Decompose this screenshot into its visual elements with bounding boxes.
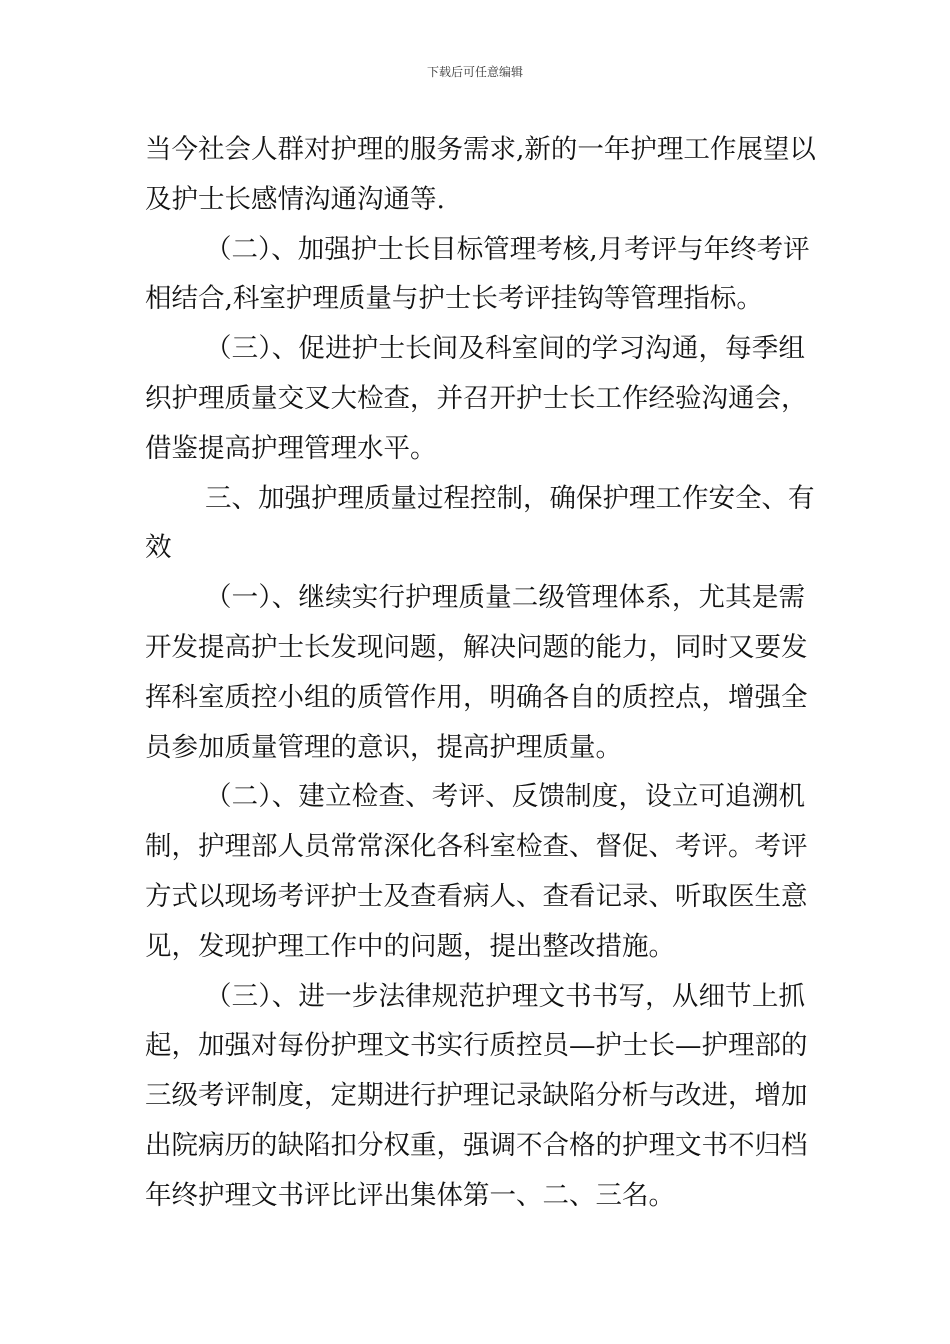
text-line: 开发提高护士长发现问题，解决问题的能力，同时又要发	[145, 631, 808, 663]
text-line: 相结合,科室护理质量与护士长考评挂钩等管理指标。	[145, 283, 763, 315]
text-line: 及护士长感情沟通沟通等.	[145, 183, 445, 215]
text-line: （三）、进一步法律规范护理文书书写，从细节上抓	[205, 980, 805, 1012]
text-line: 年终护理文书评比评出集体第一、二、三名。	[145, 1179, 675, 1211]
text-line: （二）、加强护士长目标管理考核,月考评与年终考评	[205, 233, 810, 265]
text-line: 制，护理部人员常常深化各科室检查、督促、考评。考评	[145, 831, 808, 863]
document-body	[145, 125, 816, 1221]
text-line: 方式以现场考评护士及查看病人、查看记录、听取医生意	[145, 880, 808, 912]
text-line: （三）、促进护士长间及科室间的学习沟通，每季组	[205, 333, 805, 365]
text-line: 出院病历的缺陷扣分权重，强调不合格的护理文书不归档	[145, 1129, 808, 1161]
text-line: 三级考评制度，定期进行护理记录缺陷分析与改进，增加	[145, 1080, 808, 1112]
text-line: 员参加质量管理的意识，提高护理质量。	[145, 731, 622, 763]
text-line: （一）、继续实行护理质量二级管理体系，尤其是需	[205, 582, 805, 614]
text-line: 织护理质量交叉大检查，并召开护士长工作经验沟通会，	[145, 382, 808, 414]
text-line: （二）、建立检查、考评、反馈制度，设立可追溯机	[205, 781, 805, 813]
text-line: 起，加强对每份护理文书实行质控员—护士长—护理部的	[145, 1030, 808, 1062]
text-line: 挥科室质控小组的质管作用，明确各自的质控点，增强全	[145, 681, 808, 713]
text-line: 效	[145, 532, 172, 564]
text-line: 当今社会人群对护理的服务需求,新的一年护理工作展望以	[145, 134, 816, 165]
page-header: 下载后可任意编辑	[426, 65, 523, 79]
text-line: 见，发现护理工作中的问题，提出整改措施。	[145, 930, 675, 962]
text-line: 三、加强护理质量过程控制，确保护理工作安全、有	[205, 482, 815, 514]
text-line: 借鉴提高护理管理水平。	[145, 432, 437, 464]
